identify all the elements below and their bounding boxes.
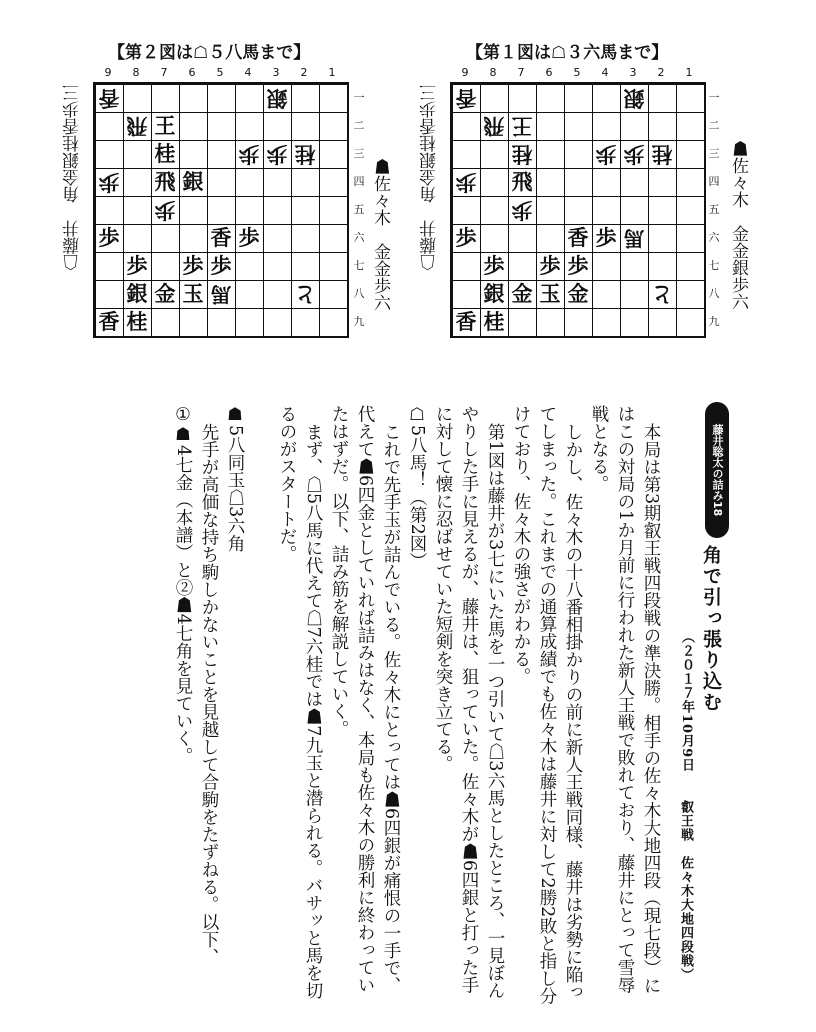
file-label: 8: [132, 66, 140, 79]
shogi-piece: 金: [511, 281, 533, 306]
shogi-piece: 歩: [98, 225, 120, 250]
file-label: 4: [244, 66, 252, 79]
paragraph-move: ①☗4七金（本譜）と②☗4七角を見ていく。: [173, 405, 193, 765]
shogi-piece: 香: [455, 309, 477, 334]
rank-label: 八: [708, 287, 720, 300]
shogi-piece: 歩: [266, 142, 288, 167]
shogi-piece: 銀: [182, 169, 204, 194]
rank-label: 三: [708, 147, 720, 160]
rank-label: 二: [353, 119, 365, 132]
diagram2-sente-hand: ☗佐々木 金金歩六: [370, 158, 390, 311]
shogi-piece: 桂: [154, 141, 176, 166]
series-badge: 藤井聡太の詰み18: [705, 402, 729, 538]
shogi-piece: 馬: [210, 282, 232, 307]
paragraph: 本局は第3期叡王戦四段戦の準決勝。相手の佐々木大地四段（現七段）にはこの対局の1か月前に行われた新人王戦で敗れており、藤井にとって雪辱戦となる。: [589, 405, 661, 994]
shogi-piece: 歩: [595, 142, 617, 167]
shogi-piece: 金: [154, 281, 176, 306]
shogi-piece: 歩: [595, 225, 617, 250]
diagram1-rank-labels: [706, 84, 722, 336]
rank-label: 八: [353, 287, 365, 300]
shogi-piece: 桂: [511, 142, 533, 167]
file-label: 5: [216, 66, 224, 79]
file-label: 5: [573, 66, 581, 79]
shogi-piece: 飛: [511, 169, 533, 194]
rank-label: 九: [708, 315, 720, 328]
diagram2-gote-hand: ☖藤井 角金銀桂香歩三: [63, 84, 83, 271]
file-label: 2: [657, 66, 665, 79]
rank-label: 四: [708, 175, 720, 188]
shogi-piece: 玉: [182, 281, 204, 306]
shogi-piece: 飛: [483, 114, 505, 139]
shogi-piece: 香: [210, 225, 232, 250]
shogi-piece: 歩: [511, 198, 533, 223]
diagram2-rank-labels: [351, 84, 367, 336]
article-body: [84, 405, 664, 1005]
diagram1-sente-hand: ☗佐々木 金金銀歩六: [728, 140, 748, 310]
shogi-piece: 桂: [651, 142, 673, 167]
article-headline: 角で引っ張り込む: [700, 545, 722, 713]
shogi-piece: 歩: [567, 253, 589, 278]
rank-label: 五: [353, 203, 365, 216]
file-label: 2: [300, 66, 308, 79]
rank-label: 七: [708, 259, 720, 272]
shogi-piece: 歩: [210, 253, 232, 278]
shogi-piece: 桂: [294, 142, 316, 167]
file-label: 9: [104, 66, 112, 79]
shogi-piece: 王: [511, 114, 533, 139]
file-label: 7: [517, 66, 525, 79]
rank-label: 六: [353, 231, 365, 244]
file-label: 6: [545, 66, 553, 79]
paragraph: まず、☖5八馬に代えて☖7六桂では☗7九玉と潜られる。バサッと馬を切るのがスタートだ。: [277, 405, 323, 999]
article-match: 叡王戦 佐々木大地四段戦）: [678, 800, 693, 982]
file-label: 3: [272, 66, 280, 79]
shogi-piece: 飛: [154, 169, 176, 194]
shogi-piece: 歩: [623, 142, 645, 167]
diagram2-file-labels: [94, 66, 348, 80]
article-date: （２０１７年10月9日: [679, 630, 694, 773]
diagram1-title: 【第１図は☖３六馬まで】: [466, 43, 669, 63]
shogi-piece: 歩: [238, 225, 260, 250]
shogi-piece: 香: [567, 225, 589, 250]
shogi-piece: 香: [98, 309, 120, 334]
shogi-piece: と: [651, 282, 673, 307]
paragraph-move: ☗5八同玉☖3六角: [225, 405, 245, 553]
paragraph: しかし、佐々木の十八番相掛かりの前に新人王戦同様、藤井は劣勢に陥ってしまった。これまでの通算成績でも佐々木は藤井に対して2勝2敗と指し分けており、佐々木の強さがわかる。: [511, 405, 583, 1005]
file-label: 1: [685, 66, 693, 79]
shogi-piece: 歩: [98, 170, 120, 195]
shogi-piece: 馬: [623, 226, 645, 251]
rank-label: 七: [353, 259, 365, 272]
file-label: 9: [461, 66, 469, 79]
rank-label: 一: [708, 91, 720, 104]
file-label: 8: [489, 66, 497, 79]
shogi-piece: 金: [567, 281, 589, 306]
shogi-piece: 歩: [126, 253, 148, 278]
shogi-piece: 飛: [126, 114, 148, 139]
shogi-piece: 歩: [539, 253, 561, 278]
shogi-piece: 玉: [539, 281, 561, 306]
diagram1-file-labels: [451, 66, 705, 80]
rank-label: 二: [708, 119, 720, 132]
shogi-piece: 桂: [126, 309, 148, 334]
rank-label: 四: [353, 175, 365, 188]
shogi-piece: と: [294, 282, 316, 307]
shogi-piece: 銀: [266, 86, 288, 111]
shogi-piece: 王: [154, 113, 176, 138]
rank-label: 五: [708, 203, 720, 216]
rank-label: 三: [353, 147, 365, 160]
paragraph: これで先手玉が詰んでいる。佐々木にとっては☗6四銀が痛恨の一手で、代えて☗6四金としていれば詰みはなく、本局も佐々木の勝利に終わっていたはずだ。以下、詰み筋を解説していく。: [329, 405, 401, 994]
shogi-piece: 歩: [154, 198, 176, 223]
shogi-piece: 銀: [126, 281, 148, 306]
shogi-piece: 香: [455, 86, 477, 111]
file-label: 4: [601, 66, 609, 79]
rank-label: 九: [353, 315, 365, 328]
file-label: 3: [629, 66, 637, 79]
shogi-piece: 歩: [182, 253, 204, 278]
shogi-piece: 歩: [455, 225, 477, 250]
shogi-piece: 銀: [483, 281, 505, 306]
shogi-piece: 桂: [483, 309, 505, 334]
diagram2-board: [93, 82, 349, 338]
shogi-piece: 香: [98, 86, 120, 111]
diagram1-gote-hand: ☖藤井 角金銀桂香歩三: [420, 84, 440, 271]
paragraph: 第1図は藤井が3七にいた馬を一つ引いて☖3六馬としたところ、一見ぼんやりした手に見えるが、藤井は、狙っていた。佐々木が☗6四銀と打った手に対して懐に忍ばせていた短剣を突き立てる。: [433, 405, 505, 999]
shogi-piece: 歩: [238, 142, 260, 167]
shogi-piece: 銀: [623, 86, 645, 111]
file-label: 1: [328, 66, 336, 79]
file-label: 7: [160, 66, 168, 79]
paragraph: 先手が高価な持ち駒しかないことを見越して合駒をたずねる。以下、: [199, 422, 219, 965]
file-label: 6: [188, 66, 196, 79]
paragraph-move: ☖5八馬！（第2図）: [407, 405, 427, 570]
rank-label: 六: [708, 231, 720, 244]
shogi-piece: 歩: [455, 170, 477, 195]
diagram1-board: [450, 82, 706, 338]
rank-label: 一: [353, 91, 365, 104]
diagram2-title: 【第２図は☖５八馬まで】: [108, 43, 311, 63]
shogi-piece: 歩: [483, 253, 505, 278]
